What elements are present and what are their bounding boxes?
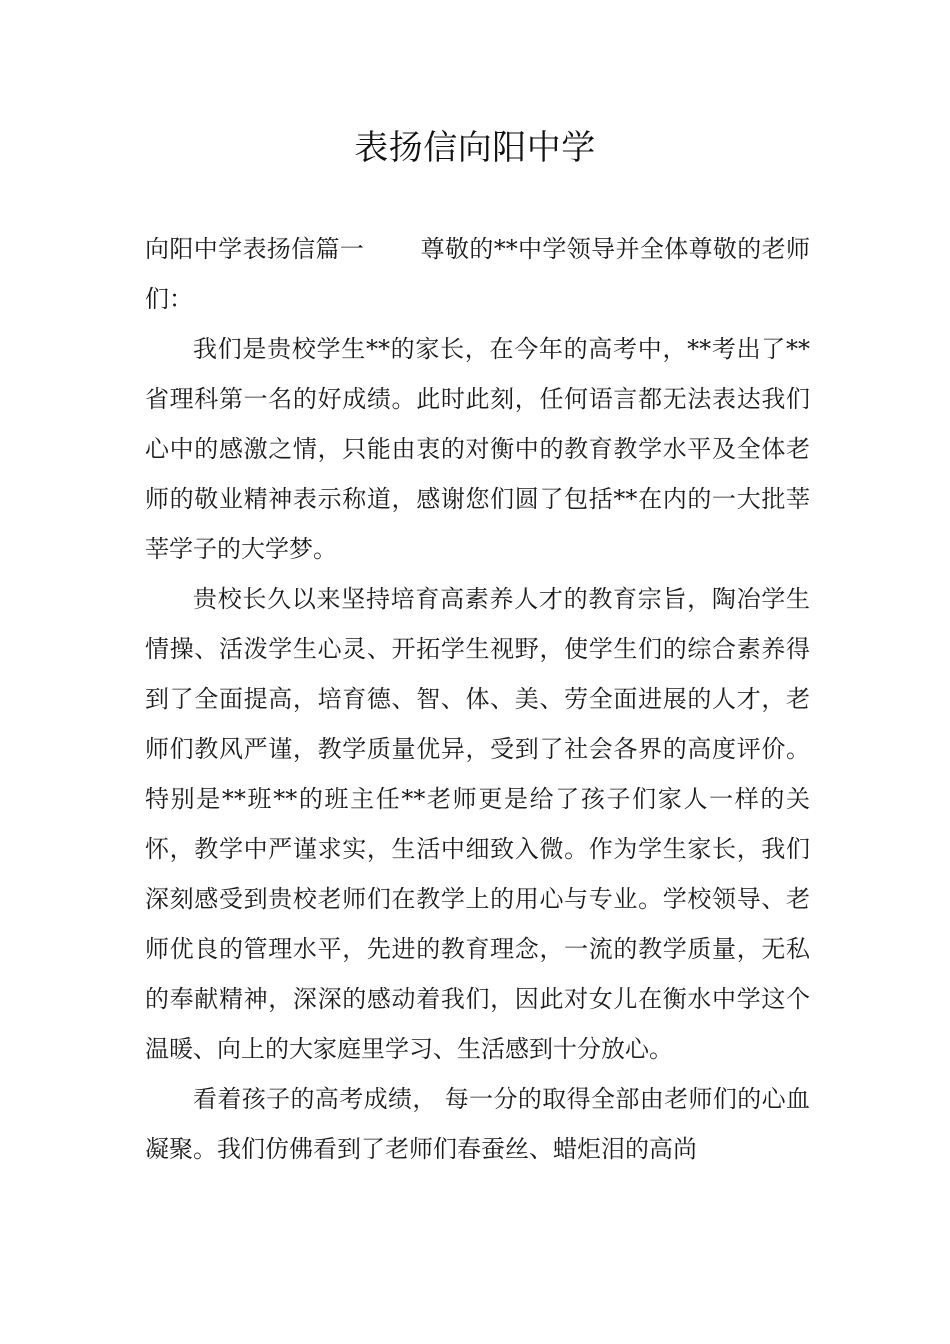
paragraph-1: 我们是贵校学生**的家长，在今年的高考中，**考出了**省理科第一名的好成绩。此时此刻，任何语言都无法表达我们心中的感激之情，只能由衷的对衡中的教育教学水平及全体老师的敬业精神表示称道，感谢您们圆了包括**在内的一大批莘莘学子的大学梦。 (145, 335, 810, 563)
intro-paragraph (145, 224, 810, 324)
document-title: 表扬信向阳中学 (354, 128, 596, 168)
paragraph-3: 看着孩子的高考成绩， 每一分的取得全部由老师们的心血凝聚。我们仿佛看到了老师们春蚕丝、蜡炬泪的高尚 (145, 1085, 810, 1163)
intro-greeting: 尊敬的**中学领导并全体尊敬的老师们： (145, 235, 811, 313)
intro-heading: 向阳中学表扬信篇一 (145, 235, 365, 263)
document-body (145, 224, 810, 1174)
paragraph-2: 贵校长久以来坚持培育高素养人才的教育宗旨，陶冶学生情操、活泼学生心灵、开拓学生视野，使学生们的综合素养得到了全面提高，培育德、智、体、美、劳全面进展的人才，老师们教风严谨，教学质量优异，受到了社会各界的高度评价。特别是**班**的班主任**老师更是给了孩子们家人一样的关怀，教学中严谨求实，生活中细致入微。作为学生家长，我们深刻感受到贵校老师们在教学上的用心与专业。学校领导、老师优良的管理水平，先进的教育理念，一流的教学质量，无私的奉献精神，深深的感动着我们，因此对女儿在衡水中学这个温暖、向上的大家庭里学习、生活感到十分放心。 (145, 585, 810, 1063)
